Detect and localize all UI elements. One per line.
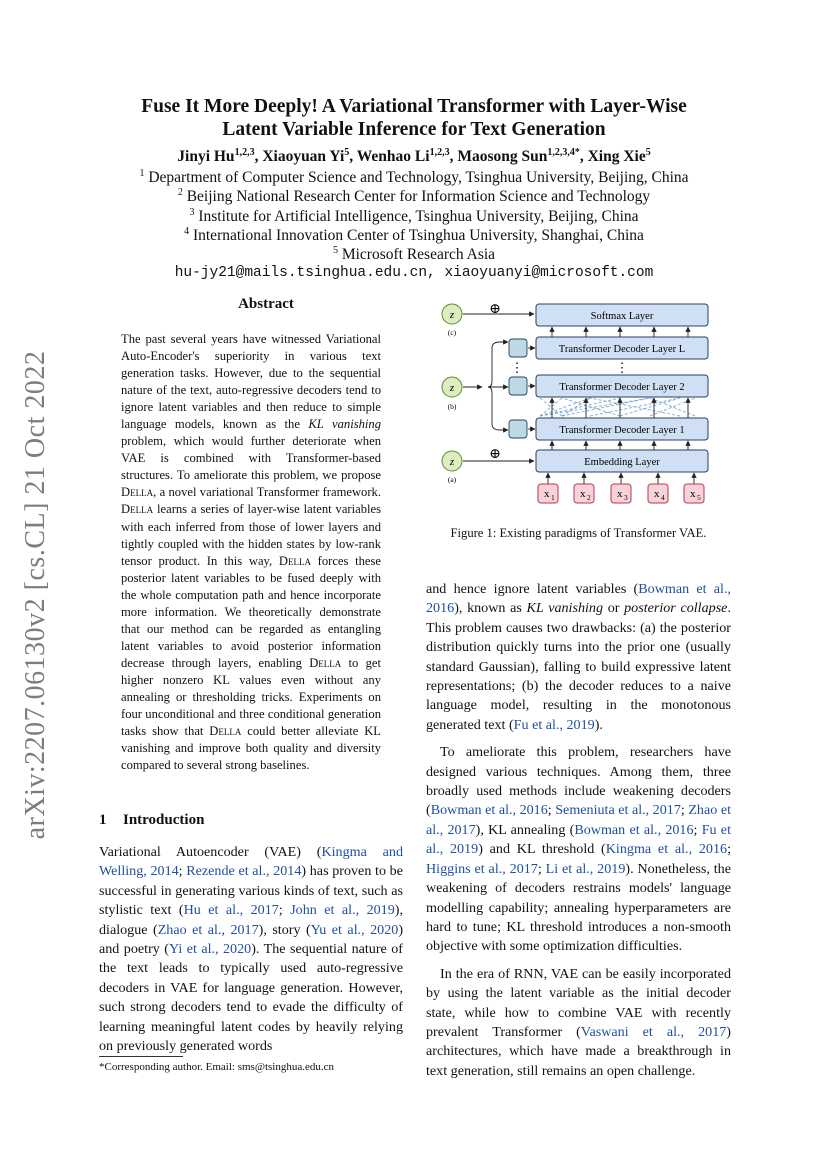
token-subscript: 2 bbox=[587, 493, 591, 502]
affil-text: Microsoft Research Asia bbox=[341, 246, 496, 264]
citation-link[interactable]: Bowman et al., 2016 bbox=[574, 821, 694, 838]
author-affil: 1,2,3 bbox=[429, 147, 450, 158]
model-name: Della bbox=[278, 553, 311, 568]
citation-link[interactable]: Higgins et al., 2017 bbox=[426, 860, 538, 877]
body-text: ) has proven to be successful in generating various kinds of text, such as stylistic text ( bbox=[99, 863, 403, 919]
oplus-symbol-a: ⊕ bbox=[489, 447, 501, 462]
author-name: Maosong Sun bbox=[457, 148, 548, 165]
abstract-text: to get higher nonzero KL values even without any annealing or thresholding tricks. Experiments on four unconditional and three conditional generation tasks show that bbox=[121, 655, 381, 739]
body-text: ). The sequential nature of the text leads to typically used auto-regressive decoders in VAE for language generation. However, such strong decoders tend to evade the difficulty of learning meaningful latent codes by heavily relying on previously generated words bbox=[99, 941, 403, 1055]
decoder-layer-L bbox=[536, 337, 708, 359]
model-name: Della bbox=[309, 655, 342, 670]
token-x1 bbox=[538, 484, 558, 503]
citation-link[interactable]: Kingma and Welling, 2014 bbox=[99, 844, 404, 880]
figure-1-caption: Figure 1: Existing paradigms of Transformer VAE. bbox=[450, 526, 707, 540]
decoder-layer-1 bbox=[536, 418, 708, 440]
affiliation bbox=[80, 187, 748, 206]
affiliation bbox=[80, 245, 748, 264]
decoder-layer-2 bbox=[536, 375, 708, 397]
affil-text: Institute for Artificial Intelligence, Tsinghua University, Beijing, China bbox=[198, 207, 639, 225]
footnote-rule bbox=[99, 1056, 183, 1057]
token-subscript: 4 bbox=[661, 493, 665, 502]
author-affil: 5 bbox=[645, 147, 651, 158]
body-text: ). bbox=[594, 716, 603, 733]
abstract-text: problem, which would further deteriorate when VAE is combined with Transformer-based structures. To ameliorate this problem, we propose bbox=[121, 434, 381, 483]
citation-link[interactable]: Zhao et al., 2017 bbox=[426, 802, 731, 838]
embedding-layer bbox=[536, 450, 708, 472]
model-name: Della bbox=[209, 724, 242, 739]
body-text: ; bbox=[178, 863, 187, 880]
figure-1-diagram bbox=[430, 296, 730, 510]
author-affil: 5 bbox=[344, 147, 350, 158]
body-text: ), dialogue ( bbox=[99, 902, 403, 938]
body-text: ) and poetry ( bbox=[99, 921, 404, 958]
layer-ellipsis: ⋮ bbox=[615, 360, 629, 375]
citation-link[interactable]: Kingma et al., 2016 bbox=[605, 841, 728, 858]
citation-link[interactable]: Semeniuta et al., 2017 bbox=[555, 802, 681, 819]
section-title: Introduction bbox=[123, 812, 205, 828]
body-text: ), story ( bbox=[258, 921, 311, 938]
dashed-connections bbox=[540, 398, 695, 416]
term-posterior-collapse: posterior collapse bbox=[624, 600, 728, 617]
author-affil: 1,2,3,4* bbox=[547, 147, 580, 158]
section-number: 1 bbox=[99, 812, 107, 828]
body-text: . This problem causes two drawbacks: (a) the posterior distribution quickly turns into the prior one (usually standard Gaussian), falling to build expressive latent representations; (b) the decoder reduces to a naive language model, resulting in the monotonous generated text ( bbox=[426, 600, 731, 733]
token-label: x bbox=[544, 488, 550, 500]
latent-ellipsis: ⋮ bbox=[510, 360, 524, 375]
citation-link[interactable]: Bowman et al., 2016 bbox=[430, 802, 548, 819]
body-text: To ameliorate this problem, researchers have designed various techniques. Among them, three broadly used methods include weakening decoders ( bbox=[426, 744, 731, 819]
paradigm-label-b: (b) bbox=[447, 402, 457, 411]
affiliation-list bbox=[80, 168, 748, 284]
decoder-layer-L-label: Transformer Decoder Layer L bbox=[558, 344, 686, 355]
token-label: x bbox=[617, 488, 623, 500]
citation-link[interactable]: Zhao et al., 2017 bbox=[157, 921, 259, 938]
affiliation bbox=[80, 226, 748, 245]
right-column-text bbox=[426, 580, 731, 1089]
title-line-1: Fuse It More Deeply! A Variational Transformer with Layer-Wise bbox=[141, 96, 687, 117]
abstract-text: forces these posterior latent variables to be fused deeply with the whole computation path and hence incorporate more information. We theoretically demonstrate that our method can be regarded as entangling latent variables to avoid posterior information decrease through layers, enabling bbox=[121, 553, 381, 670]
body-text: Variational Autoencoder (VAE) ( bbox=[99, 844, 322, 860]
latent-z-b bbox=[442, 377, 462, 411]
body-text: ; bbox=[680, 802, 689, 819]
term-kl-vanishing: KL vanishing bbox=[526, 600, 604, 617]
latent-z-a bbox=[442, 451, 462, 484]
affil-text: International Innovation Center of Tsinghua University, Shanghai, China bbox=[192, 226, 644, 244]
body-text: ; bbox=[727, 841, 731, 858]
paragraph bbox=[426, 965, 731, 1081]
affil-number: 5 bbox=[332, 245, 338, 257]
footnote: *Corresponding author. Email: sms@tsinghua.edu.cn bbox=[99, 1061, 334, 1073]
paradigm-label-c: (c) bbox=[447, 328, 457, 337]
body-text: or bbox=[603, 600, 625, 617]
decoder-layer-2-label: Transformer Decoder Layer 2 bbox=[559, 382, 685, 393]
softmax-layer-label: Softmax Layer bbox=[590, 311, 654, 322]
citation-link[interactable]: John et al., 2019 bbox=[290, 902, 395, 919]
body-text: ) and KL threshold ( bbox=[478, 841, 606, 858]
citation-link[interactable]: Yu et al., 2020 bbox=[310, 921, 399, 938]
z-label: z bbox=[449, 309, 455, 321]
square-to-layer-arrows bbox=[528, 348, 535, 429]
citation-link[interactable]: Vaswani et al., 2017 bbox=[580, 1023, 727, 1040]
body-text: In the era of RNN, VAE can be easily incorporated by using the latent variable as the initial decoder state, while how to combine VAE with recently prevalent Transformer ( bbox=[426, 965, 731, 1040]
affil-number: 2 bbox=[177, 187, 183, 199]
z-label: z bbox=[449, 382, 455, 394]
term-kl-vanishing: KL vanishing bbox=[308, 417, 381, 432]
paragraph bbox=[426, 743, 731, 956]
body-text: and hence ignore latent variables ( bbox=[426, 581, 639, 597]
token-x5 bbox=[684, 484, 704, 503]
latent-squares bbox=[509, 339, 527, 438]
paragraph bbox=[426, 580, 731, 735]
title-line-2: Latent Variable Inference for Text Generation bbox=[222, 119, 606, 140]
token-label: x bbox=[654, 488, 660, 500]
citation-link[interactable]: Fu et al., 2019 bbox=[426, 821, 731, 858]
abstract-text: could better alleviate KL vanishing and improve both quality and diversity compared to several strong baselines. bbox=[121, 724, 381, 773]
author-name: Jinyi Hu bbox=[177, 148, 235, 165]
affiliation bbox=[80, 207, 748, 226]
abstract-body bbox=[121, 331, 381, 774]
affil-number: 1 bbox=[139, 168, 145, 179]
author-name: Wenhao Li bbox=[356, 148, 430, 165]
arxiv-identifier: arXiv:2207.06130v2 [cs.CL] 21 Oct 2022 bbox=[20, 350, 51, 840]
token-label: x bbox=[690, 488, 696, 500]
citation-link[interactable]: Yi et al., 2020 bbox=[168, 941, 252, 958]
citation-link[interactable]: Rezende et al., 2014 bbox=[186, 863, 302, 880]
oplus-symbol-c: ⊕ bbox=[489, 302, 501, 317]
decoder-layer-1-label: Transformer Decoder Layer 1 bbox=[559, 425, 685, 436]
model-name: Della bbox=[121, 502, 154, 517]
citation-link[interactable]: Bowman et al., 2016 bbox=[426, 581, 731, 617]
citation-link[interactable]: Fu et al., 2019 bbox=[513, 716, 595, 733]
token-x2 bbox=[574, 484, 594, 503]
section-heading bbox=[99, 812, 204, 829]
abstract-text: The past several years have witnessed Variational Auto-Encoder's superiority in various text generation tasks. However, due to the sequential nature of the text, auto-regressive decoders tend to ignore latent variables and then reduce to simple language models, known as the bbox=[121, 332, 381, 432]
token-label: x bbox=[580, 488, 586, 500]
body-text: ) architectures, which have made a breakthrough in text generation, still remains an open challenge. bbox=[426, 1023, 731, 1079]
author-name: Xiaoyuan Yi bbox=[262, 148, 345, 165]
body-text: ; bbox=[547, 802, 556, 819]
abstract-heading: Abstract bbox=[238, 296, 294, 312]
citation-link[interactable]: Li et al., 2019 bbox=[545, 860, 626, 877]
affil-text: Beijing National Research Center for Information Science and Technology bbox=[186, 188, 651, 206]
author-name: Xing Xie bbox=[587, 148, 646, 165]
author-emails: hu-jy21@mails.tsinghua.edu.cn, xiaoyuanyi@microsoft.com bbox=[174, 265, 654, 282]
embedding-layer-label: Embedding Layer bbox=[584, 457, 660, 468]
author-affil: 1,2,3 bbox=[234, 147, 255, 158]
body-text: ), KL annealing ( bbox=[475, 821, 575, 838]
body-text: ; bbox=[537, 860, 546, 877]
body-text: ). Nonetheless, the weakening of decoders restrains models' language modelling capability; annealing hyperparameters are hard to tune; KL threshold introduces a non-smooth objective with some optimization difficulties. bbox=[426, 860, 731, 955]
affil-number: 4 bbox=[184, 225, 190, 237]
affiliation bbox=[80, 168, 748, 187]
paradigm-label-a: (a) bbox=[447, 475, 457, 484]
affil-number: 3 bbox=[189, 206, 195, 218]
token-subscript: 1 bbox=[551, 493, 555, 502]
token-x3 bbox=[611, 484, 631, 503]
citation-link[interactable]: Hu et al., 2017 bbox=[183, 902, 279, 919]
token-subscript: 3 bbox=[624, 493, 628, 502]
affil-text: Department of Computer Science and Technology, Tsinghua University, Beijing, China bbox=[148, 169, 689, 186]
z-label: z bbox=[449, 456, 455, 468]
body-text: ; bbox=[278, 902, 291, 919]
token-subscript: 5 bbox=[697, 493, 701, 502]
intro-paragraph bbox=[99, 843, 403, 1056]
abstract-text: , a novel variational Transformer framework. bbox=[153, 485, 381, 500]
figure-1 bbox=[430, 296, 730, 515]
abstract-text: learns a series of layer-wise latent variables with each inferred from those of lower layers and tightly coupled with the hidden states by low-rank tensor product. In this way, bbox=[121, 502, 381, 568]
latent-z-c bbox=[442, 304, 462, 337]
paper-title bbox=[90, 95, 738, 141]
author-list: Jinyi Hu$^{1,2,3}$, Xiaoyuan Yi$^5$, Wenhao Li$^{1,2,3}$, Maosong Sun$^{1,2,3,4*}$, Xing Xie$^5$ bbox=[177, 147, 651, 165]
softmax-layer bbox=[536, 304, 708, 326]
token-x4 bbox=[648, 484, 668, 503]
body-text: ), known as bbox=[454, 600, 527, 617]
body-text: ; bbox=[693, 821, 702, 838]
model-name: Della bbox=[121, 485, 154, 500]
